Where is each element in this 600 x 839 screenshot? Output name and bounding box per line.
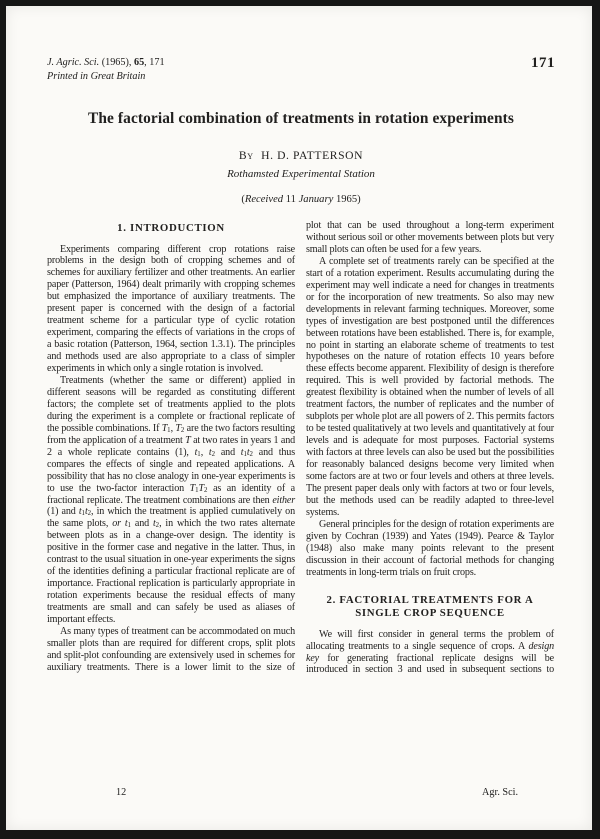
journal-header [47, 56, 555, 83]
paragraph-intro-3: As many types of treatment can be accommodated on much smaller plots than are required for different crops, split plots and split-plot confounding are extensively used in schemes for auxiliary treatments. There is a lower limit to the size of [47, 626, 295, 673]
received-date: (Received 11 January 1965) [241, 194, 361, 205]
right-column [306, 220, 554, 786]
footer-page-number: 12 [116, 787, 127, 798]
article-title: The factorial combination of treatments in rotation experiments [88, 110, 514, 127]
paragraph-section2-1: We will first consider in general terms the problem of allocating treatments to a single sequence of crops. A design key for generating fractional replicate designs will be introduced in section 3 and used in subsequent sections to [306, 628, 554, 676]
printed-in-note: Printed in Great Britain [47, 70, 146, 82]
left-column [47, 220, 295, 786]
section-heading-line1: 2. FACTORIAL TREATMENTS FOR A [326, 593, 534, 606]
footer-running-title: Agr. Sci. [482, 787, 518, 798]
paragraph-intro-2: Treatments (whether the same or different) applied in different seasons will be regarded as constituting different factors; the complete set of treatments applied to the plots during the experiment is a complete or fractional replicate of the possible combinations. If $T_1$, $T_2$ are the two factors resulting from the application of a treatment T at two rates in years 1 and 2 a whole replicate contains (1), $t_1$, $t_2$ and $t_1t_2$ and thus compares the effects of single and repeated applications. A possibility that has no close analogy in one-year experiments is to use the two-factor interaction $T_1T_2$ as an identity of a fractional replicate. The treatment combinations are then either (1) and $t_1t_2$, in which the treatment is applied cumulatively on the same plots, or $t_1$ and $t_2$, in which the two rates alternate between plots as in a change-over design. The identity is positive in the former case and negative in the latter. Thus, in contrast to the usual situation in one-year experiments the signs of the identities defining a particular fractional replicate are of importance. Fractional replication is particularly appropriate in rotation experiments because the residual effects of many treatments are small and can safely be used as aliases of important effects. [47, 374, 296, 626]
section-heading-factorial-treatments [306, 594, 554, 621]
page-content [47, 56, 555, 830]
author-name: H. D. PATTERSON [261, 149, 364, 162]
section-heading-introduction: 1. INTRODUCTION [117, 222, 225, 234]
page-footer [88, 787, 518, 798]
journal-citation: J. Agric. Sci. (1965), 65, 171 [47, 57, 165, 68]
author-affiliation: Rothamsted Experimental Station [227, 168, 375, 180]
two-column-body [47, 220, 555, 786]
byline [47, 149, 555, 162]
paragraph-intro-5: General principles for the design of rotation experiments are given by Cochran (1939) and Yates (1949). Pearce & Taylor (1948) also make many points relevant to the present discussion in their account of factorial methods for changing treatments in long-term trials on fruit crops. [306, 518, 554, 578]
paragraph-intro-4: A complete set of treatments rarely can be specified at the start of a rotation experiment. Results accumulating during the experiment may well indicate a need for changes in treatments or for the incorporation of new treatments. So also may new developments in relevant farming techniques. Moreover, some types of investigation are best postponed until the differences between rotations have been established. There is, for example, no point in starting an elaborate scheme of treatments to test hypotheses on the nature of rotation effects 10 years before these effects become apparent. Flexibility of design is therefore required. This is well provided by factorial methods. The greatest flexibility is obtained when the number of levels of all treatment factors, the number of replicates and the number of subplots per whole plot are all powers of 2. This permits factors to be tested qualitatively at two levels and quantitatively at four levels and is adequate for most purposes. Factorial systems with factors at three levels can also be used but the possibilities for reasonably balanced designs become very limited when some factors are at two or four levels and others at three levels. The present paper deals only with factors at two or four levels, but the methods used can be readily adapted to three-level systems. [306, 255, 554, 518]
byline-prefix: By [238, 149, 254, 162]
paper-page [6, 6, 592, 830]
citation-block [47, 56, 165, 83]
paragraph-intro-1: Experiments comparing different crop rotations raise problems in the design both of cropping schemes and of schemes for auxiliary fertilizer and other treatments. An earlier paper (Patterson, 1964) dealt primarily with cropping schemes but emphasized the importance of auxiliary treatments. The present paper is concerned with the design of a factorial treatment scheme for a particular type of cyclic rotation experiment, comparing the effects of variations in the crops of a basic rotation (Patterson, 1964, section 1.3.1). The principles and methods used are also appropriate to a class of simpler experiments in which only a single rotation is involved. [47, 243, 295, 375]
paragraph-intro-3-continued: plot that can be used throughout a long-term experiment without serious soil or other movements between plots but very small plots can often be used for a few years. [306, 220, 554, 255]
page-number: 171 [531, 55, 555, 71]
section-heading-line2: SINGLE CROP SEQUENCE [355, 607, 505, 620]
